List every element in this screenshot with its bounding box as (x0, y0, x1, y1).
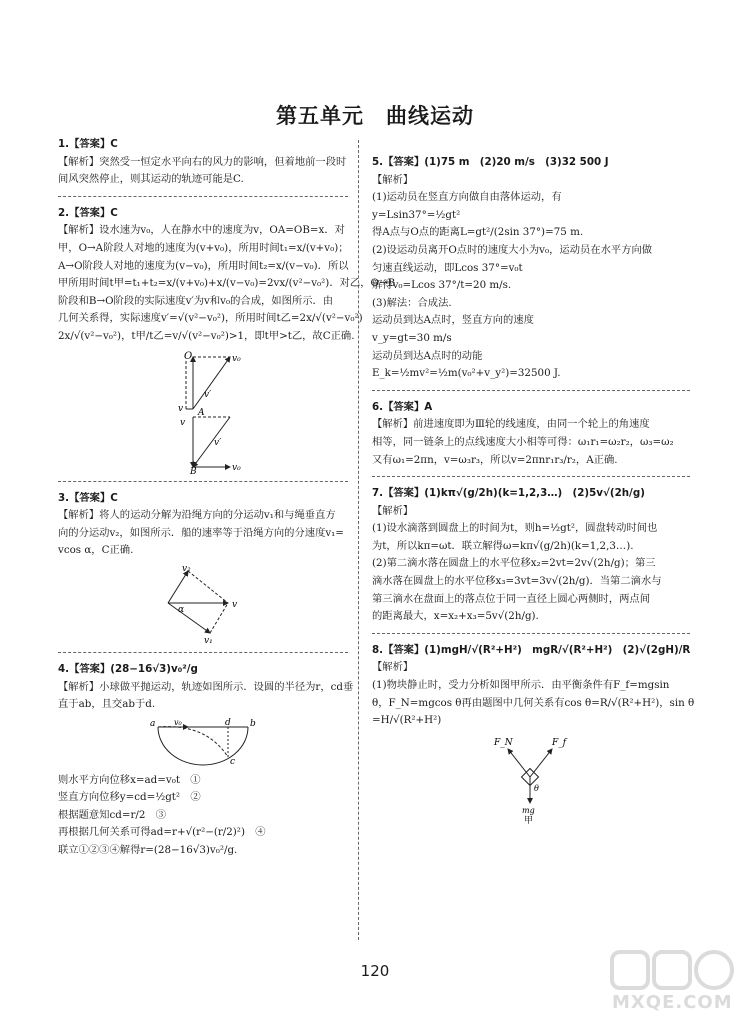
fig-label: F_N (494, 737, 513, 748)
question-5 (372, 154, 690, 383)
question-2 (58, 205, 396, 477)
fig-label: a (150, 718, 156, 729)
q7-line: (2)第二滴水落在圆盘上的水平位移x₂=2vt=2v√(2h/g)；第三 (372, 557, 656, 570)
q5-line: y=Lsin37°=½gt² (372, 208, 461, 221)
divider (58, 652, 348, 653)
q5-line: (1)运动员在竖直方向做自由落体运动，有 (372, 191, 562, 204)
q6-answer: 6.【答案】A (372, 400, 433, 413)
fig-label: θ (534, 783, 539, 793)
fig-label: v (232, 599, 238, 610)
fig-label: b (250, 718, 256, 729)
q3-line: 向的分运动v₂，如图所示．船的速率等于沿绳方向的分速度v₁= (58, 526, 344, 539)
q4-line: 再根据几何关系可得ad=r+√(r²−(r/2)²) ④ (58, 826, 266, 839)
q4-answer: 4.【答案】(28−16√3)v₀²/g (58, 662, 198, 675)
q7-line: 为t，所以kπ=ωt．联立解得ω=kπ√(g/2h)(k=1,2,3…). (372, 539, 634, 552)
q8-line: θ，F_N=mgcos θ再由题图中几何关系有cos θ=R/√(R²+H²)，sin θ (372, 696, 695, 709)
divider (372, 390, 690, 391)
column-divider (358, 140, 359, 940)
fig-label: v (178, 403, 184, 414)
fig-label: v (180, 417, 186, 428)
page-number: 120 (360, 962, 390, 980)
fig-label: F_f (552, 737, 567, 748)
fig-label: c (230, 756, 236, 767)
watermark-emblem-icon (608, 948, 738, 994)
q8-line: 【解析】 (372, 661, 414, 674)
q7-line: 【解析】 (372, 504, 414, 517)
unit-title: 第五单元 曲线运动 (276, 104, 474, 128)
q6-line: 【解析】前进速度即为Ⅲ轮的线速度，由同一个轮上的角速度 (372, 418, 650, 431)
q6-line: 又有ω₁=2πn，v=ω₃r₃，所以v=2πnr₁r₃/r₂，A正确. (372, 453, 618, 466)
q5-line: 匀速直线运动，即Lcos 37°=v₀t (372, 261, 523, 274)
q2-line: 甲所用时间t甲=t₁+t₂=x/(v+v₀)+x/(v−v₀)=2vx/(v²−v₀²)．对乙，O→B (58, 277, 396, 290)
q4-line: 则水平方向位移x=ad=v₀t ① (58, 773, 201, 786)
q4-line: 直于ab，且交ab于d. (58, 698, 156, 711)
q5-answer: 5.【答案】(1)75 m (2)20 m/s (3)32 500 J (372, 156, 609, 168)
q7-line: 滴水落在圆盘上的水平位移x₃=3vt=3v√(2h/g)．当第二滴水与 (372, 575, 662, 588)
fig-label: v′ (204, 389, 212, 400)
q4-line: 竖直方向位移y=cd=½gt² ② (58, 791, 201, 804)
fig-label: A (198, 407, 205, 418)
q2-line: 【解析】设水速为v₀，人在静水中的速度为v，OA=OB=x．对 (58, 224, 345, 237)
q5-line: v_y=gt=30 m/s (372, 331, 452, 344)
divider (58, 481, 348, 482)
q5-line: 得A点与O点的距离L=gt²/(2sin 37°)=75 m. (372, 226, 584, 239)
q7-line: 的距离最大，x=x₂+x₃=5v√(2h/g). (372, 610, 539, 623)
question-1 (58, 136, 348, 189)
q5-line: 解得v₀=Lcos 37°/t=20 m/s. (372, 279, 512, 292)
q1-line: 【解析】突然受一恒定水平向右的风力的影响，但着地前一段时 (58, 155, 347, 168)
divider (372, 633, 690, 634)
q2-line: A→O阶段人对地的速度为(v−v₀)，所用时间t₂=x/(v−v₀)．所以 (58, 259, 349, 272)
q2-line: 几何关系得，实际速度v′=√(v²−v₀²)，所用时间t乙=2x/√(v²−v₀²) (58, 312, 363, 325)
q1-answer: 1.【答案】C (58, 138, 118, 150)
q8-line: (1)物块静止时，受力分析如图甲所示．由平衡条件有F_f=mgsin (372, 679, 670, 692)
q3-line: vcos α，C正确. (58, 544, 134, 557)
q2-line: 阶段和B→O阶段的实际速度v′为v和v₀的合成，如图所示．由 (58, 294, 334, 307)
q8-answer: 8.【答案】(1)mgH/√(R²+H²) mgR/√(R²+H²) (2)√(2gH)/R (372, 643, 691, 656)
q2-line: 甲，O→A阶段人对地的速度为(v+v₀)，所用时间t₁=x/(v+v₀)； (58, 241, 349, 254)
q5-line: (3)解法：合成法. (372, 296, 452, 309)
fig-label: v₀ (174, 717, 182, 727)
fig-label: v₀ (232, 353, 241, 364)
question-6 (372, 399, 690, 469)
q5-line: (2)设运动员离开O点时的速度大小为v₀，运动员在水平方向做 (372, 243, 653, 256)
q7-line: 第三滴水在盘面上的落点位于同一直径上圆心两侧时，两点间 (372, 592, 651, 605)
q5-line: E_k=½mv²=½m(v₀²+v_y²)=32500 J. (372, 367, 561, 380)
q6-line: 相等，同一链条上的点线速度大小相等可得：ω₁r₁=ω₂r₂，ω₃=ω₂ (372, 435, 674, 448)
q4-line: 根据题意知cd=r/2 ③ (58, 808, 167, 821)
q8-line: =H/√(R²+H²) (372, 714, 442, 727)
q7-answer: 7.【答案】(1)kπ√(g/2h)(k=1,2,3…) (2)5v√(2h/g) (372, 487, 645, 500)
left-column (58, 136, 396, 864)
fig-label: O (184, 350, 193, 362)
q2-line: 2x/√(v²−v₀²)，t甲/t乙=v/√(v²−v₀²)>1，即t甲>t乙，故C正确. (58, 329, 355, 342)
fig-label: mg (522, 805, 535, 815)
question-7 (372, 485, 690, 626)
force-analysis-diagram (486, 733, 576, 826)
fig-label: v₂ (182, 563, 191, 574)
watermark-text: MXQE.COM (612, 992, 733, 1013)
q5-line: 运动员到达A点时的动能 (372, 349, 483, 362)
q5-line: 【解析】 (372, 173, 414, 186)
fig-label: α (178, 604, 185, 615)
q3-line: 【解析】将人的运动分解为沿绳方向的分运动v₁和与绳垂直方 (58, 509, 336, 522)
fig-label: 甲 (524, 815, 534, 826)
q2-answer: 2.【答案】C (58, 206, 118, 219)
fig-label: v′ (214, 437, 222, 448)
q7-line: (1)设水滴落到圆盘上的时间为t，则h=½gt²，圆盘转动时间也 (372, 522, 658, 535)
q5-line: 运动员到达A点时，竖直方向的速度 (372, 314, 534, 327)
fig-label: v₀ (232, 462, 241, 473)
q4-line: 联立①②③④解得r=(28−16√3)v₀²/g. (58, 844, 238, 857)
question-8 (372, 642, 695, 826)
question-3 (58, 490, 348, 645)
divider (372, 476, 690, 477)
q4-line: 【解析】小球做平抛运动，轨迹如图所示．设圆的半径为r，cd垂 (58, 680, 354, 693)
q3-answer: 3.【答案】C (58, 491, 118, 504)
semicircle-projectile-diagram (148, 717, 258, 769)
rope-decomposition-diagram (158, 563, 248, 645)
q1-line: 间风突然停止，则其运动的轨迹可能是C. (58, 173, 244, 186)
watermark-logo (608, 948, 738, 1020)
fig-label: B (190, 466, 197, 477)
fig-label: v₁ (204, 635, 213, 646)
right-column (372, 154, 695, 827)
divider (58, 196, 348, 197)
question-4 (58, 661, 354, 860)
velocity-diagram (148, 349, 258, 477)
fig-label: d (225, 717, 231, 728)
